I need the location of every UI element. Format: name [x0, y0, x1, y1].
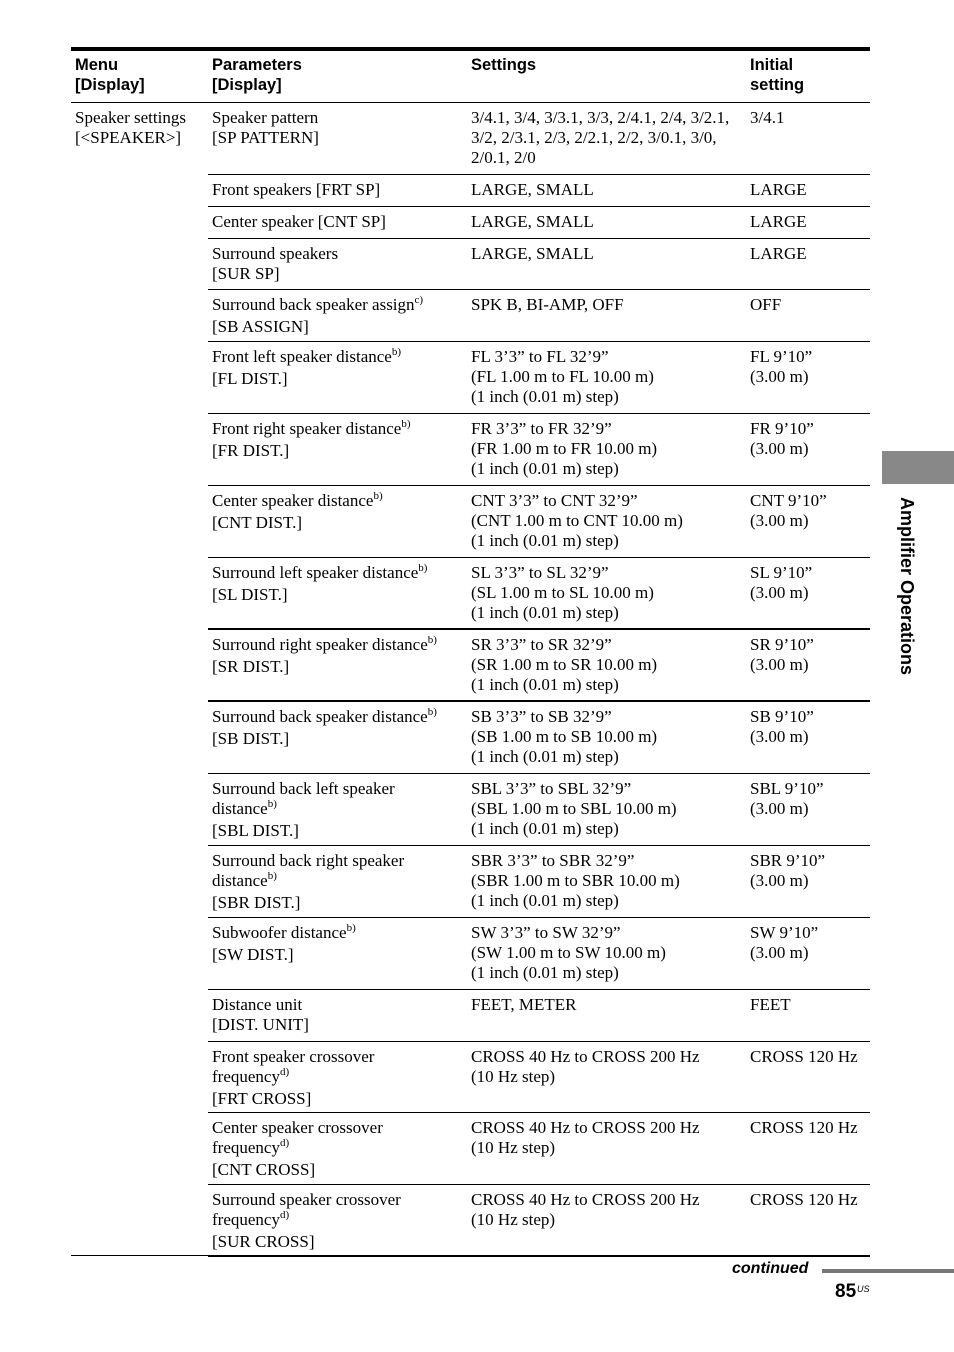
param-display-name: [SW DIST.]	[212, 945, 294, 964]
table-row	[208, 1185, 870, 1257]
param-text: Surround right speaker distance	[212, 635, 428, 654]
page-number-suffix: US	[857, 1284, 870, 1294]
param-cell	[212, 707, 437, 749]
section-tab	[882, 451, 954, 484]
param-text: Subwoofer distance	[212, 923, 347, 942]
param-display-name: [SUR CROSS]	[212, 1232, 315, 1251]
param-text: Surround speakers [SUR SP]	[212, 244, 339, 283]
table-row	[208, 1113, 870, 1185]
table-row	[208, 342, 870, 414]
param-display-name: [SB ASSIGN]	[212, 317, 309, 336]
initial-setting-cell: SL 9’10” (3.00 m)	[750, 563, 813, 602]
footnote-marker: b)	[346, 922, 356, 934]
page-number: 85	[835, 1281, 857, 1302]
table-bottom-rule	[71, 1255, 870, 1256]
param-cell	[212, 244, 338, 284]
param-text: Surround speaker crossover frequency	[212, 1190, 401, 1229]
initial-setting-cell: LARGE	[750, 180, 807, 199]
initial-setting-cell: SR 9’10” (3.00 m)	[750, 635, 814, 674]
param-display-name: [CNT CROSS]	[212, 1160, 316, 1179]
table-header	[71, 51, 870, 103]
settings-cell: CNT 3’3” to CNT 32’9” (CNT 1.00 m to CNT 10.00 m) (1 inch (0.01 m) step)	[471, 491, 683, 550]
param-display-name: [SR DIST.]	[212, 657, 290, 676]
initial-setting-cell: SBR 9’10” (3.00 m)	[750, 851, 826, 890]
param-cell	[212, 563, 427, 605]
param-cell	[212, 347, 401, 389]
table-row	[208, 558, 870, 630]
param-cell	[212, 295, 423, 337]
footnote-marker: b)	[391, 346, 402, 358]
initial-setting-cell: CROSS 120 Hz	[750, 1118, 858, 1137]
initial-setting-cell: FEET	[750, 995, 791, 1014]
param-display-name: [FR DIST.]	[212, 441, 290, 460]
initial-setting-cell: FR 9’10” (3.00 m)	[750, 419, 814, 458]
param-cell	[212, 108, 319, 148]
param-display-name: [SL DIST.]	[212, 585, 288, 604]
param-text: Front speaker crossover frequency	[212, 1047, 375, 1086]
settings-cell: FR 3’3” to FR 32’9” (FR 1.00 m to FR 10.00 m) (1 inch (0.01 m) step)	[471, 419, 658, 478]
param-text: Front left speaker distance	[212, 347, 392, 366]
continued-label: continued	[732, 1260, 809, 1277]
settings-cell: SL 3’3” to SL 32’9” (SL 1.00 m to SL 10.00 m) (1 inch (0.01 m) step)	[471, 563, 654, 622]
table-row	[208, 702, 870, 774]
settings-cell: CROSS 40 Hz to CROSS 200 Hz (10 Hz step)	[471, 1047, 700, 1086]
table-body	[208, 103, 870, 1257]
param-text: Front speakers [FRT SP]	[212, 180, 381, 199]
settings-cell: LARGE, SMALL	[471, 212, 594, 231]
param-cell	[212, 995, 309, 1035]
param-cell	[212, 419, 410, 461]
initial-setting-cell: CROSS 120 Hz	[750, 1047, 858, 1066]
continued-line	[822, 1269, 954, 1273]
table-row	[208, 846, 870, 918]
param-display-name: [FRT CROSS]	[212, 1089, 312, 1108]
param-cell	[212, 1190, 401, 1252]
footnote-marker: b)	[267, 870, 277, 882]
param-text: Surround back speaker assign	[212, 295, 415, 314]
param-display-name: [SBL DIST.]	[212, 821, 299, 840]
param-text: Center speaker [CNT SP]	[212, 212, 386, 231]
param-text: Center speaker crossover frequency	[212, 1118, 383, 1157]
initial-setting-cell: OFF	[750, 295, 782, 314]
param-text: Surround back speaker distance	[212, 707, 428, 726]
param-text: Center speaker distance	[212, 491, 374, 510]
settings-cell: SR 3’3” to SR 32’9” (SR 1.00 m to SR 10.00 m) (1 inch (0.01 m) step)	[471, 635, 658, 694]
footnote-marker: b)	[401, 418, 411, 430]
initial-setting-cell: FL 9’10” (3.00 m)	[750, 347, 813, 386]
initial-setting-cell: CROSS 120 Hz	[750, 1190, 858, 1209]
footnote-marker: d)	[279, 1066, 290, 1078]
table-row	[208, 486, 870, 558]
table-row	[208, 630, 870, 702]
settings-cell: LARGE, SMALL	[471, 180, 594, 199]
footnote-marker: b)	[427, 634, 437, 646]
param-text: Surround back left speaker distance	[212, 779, 395, 818]
header-parameters: Parameters [Display]	[212, 56, 302, 94]
section-side-label: Amplifier Operations	[897, 497, 917, 676]
param-display-name: [FL DIST.]	[212, 369, 288, 388]
footnote-marker: b)	[427, 706, 437, 718]
table-row	[208, 918, 870, 990]
table-row	[208, 239, 870, 290]
param-display-name: [SB DIST.]	[212, 729, 290, 748]
settings-cell: CROSS 40 Hz to CROSS 200 Hz (10 Hz step)	[471, 1118, 700, 1157]
param-text: Surround left speaker distance	[212, 563, 419, 582]
table-row	[208, 103, 870, 175]
table-row	[208, 990, 870, 1042]
param-text: Surround back right speaker distance	[212, 851, 405, 890]
settings-cell: SBL 3’3” to SBL 32’9” (SBL 1.00 m to SBL 10.00 m) (1 inch (0.01 m) step)	[471, 779, 677, 838]
footnote-marker: b)	[373, 490, 383, 502]
menu-cell-speaker-settings: Speaker settings [<SPEAKER>]	[75, 108, 186, 147]
param-text: Speaker pattern [SP PATTERN]	[212, 108, 319, 147]
initial-setting-cell: LARGE	[750, 244, 807, 263]
settings-cell: SB 3’3” to SB 32’9” (SB 1.00 m to SB 10.00 m) (1 inch (0.01 m) step)	[471, 707, 658, 766]
settings-cell: 3/4.1, 3/4, 3/3.1, 3/3, 2/4.1, 2/4, 3/2.1, 3/2, 2/3.1, 2/3, 2/2.1, 2/2, 3/0.1, 3/0, 2/0.1, 2/0	[471, 108, 730, 167]
footnote-marker: d)	[279, 1137, 290, 1149]
footnote-marker: b)	[418, 562, 428, 574]
initial-setting-cell: 3/4.1	[750, 108, 785, 127]
settings-cell: LARGE, SMALL	[471, 244, 594, 263]
table-row	[208, 290, 870, 342]
initial-setting-cell: SW 9’10” (3.00 m)	[750, 923, 819, 962]
param-cell	[212, 180, 380, 200]
param-cell	[212, 1118, 383, 1180]
footnote-marker: d)	[279, 1209, 290, 1221]
param-cell	[212, 851, 404, 913]
table-row	[208, 207, 870, 239]
settings-cell: SPK B, BI-AMP, OFF	[471, 295, 624, 314]
table-row	[208, 414, 870, 486]
param-display-name: [SBR DIST.]	[212, 893, 301, 912]
settings-cell: FL 3’3” to FL 32’9” (FL 1.00 m to FL 10.00 m) (1 inch (0.01 m) step)	[471, 347, 654, 406]
param-cell	[212, 635, 437, 677]
settings-cell: SW 3’3” to SW 32’9” (SW 1.00 m to SW 10.00 m) (1 inch (0.01 m) step)	[471, 923, 666, 982]
param-cell	[212, 923, 356, 965]
footnote-marker: b)	[267, 798, 277, 810]
param-cell	[212, 491, 383, 533]
param-cell	[212, 779, 395, 841]
initial-setting-cell: SBL 9’10” (3.00 m)	[750, 779, 824, 818]
footnote-marker: c)	[414, 294, 424, 306]
header-menu: Menu [Display]	[75, 56, 145, 94]
initial-setting-cell: LARGE	[750, 212, 807, 231]
param-text: Front right speaker distance	[212, 419, 402, 438]
settings-cell: FEET, METER	[471, 995, 577, 1014]
param-display-name: [CNT DIST.]	[212, 513, 303, 532]
settings-cell: SBR 3’3” to SBR 32’9” (SBR 1.00 m to SBR 10.00 m) (1 inch (0.01 m) step)	[471, 851, 680, 910]
settings-cell: CROSS 40 Hz to CROSS 200 Hz (10 Hz step)	[471, 1190, 700, 1229]
initial-setting-cell: SB 9’10” (3.00 m)	[750, 707, 814, 746]
param-cell	[212, 212, 386, 232]
table-row	[208, 175, 870, 207]
header-settings: Settings	[471, 56, 537, 74]
table-row	[208, 1042, 870, 1113]
initial-setting-cell: CNT 9’10” (3.00 m)	[750, 491, 827, 530]
header-initial-setting: Initial setting	[750, 56, 805, 94]
param-text: Distance unit [DIST. UNIT]	[212, 995, 309, 1034]
param-cell	[212, 1047, 374, 1109]
table-row	[208, 774, 870, 846]
